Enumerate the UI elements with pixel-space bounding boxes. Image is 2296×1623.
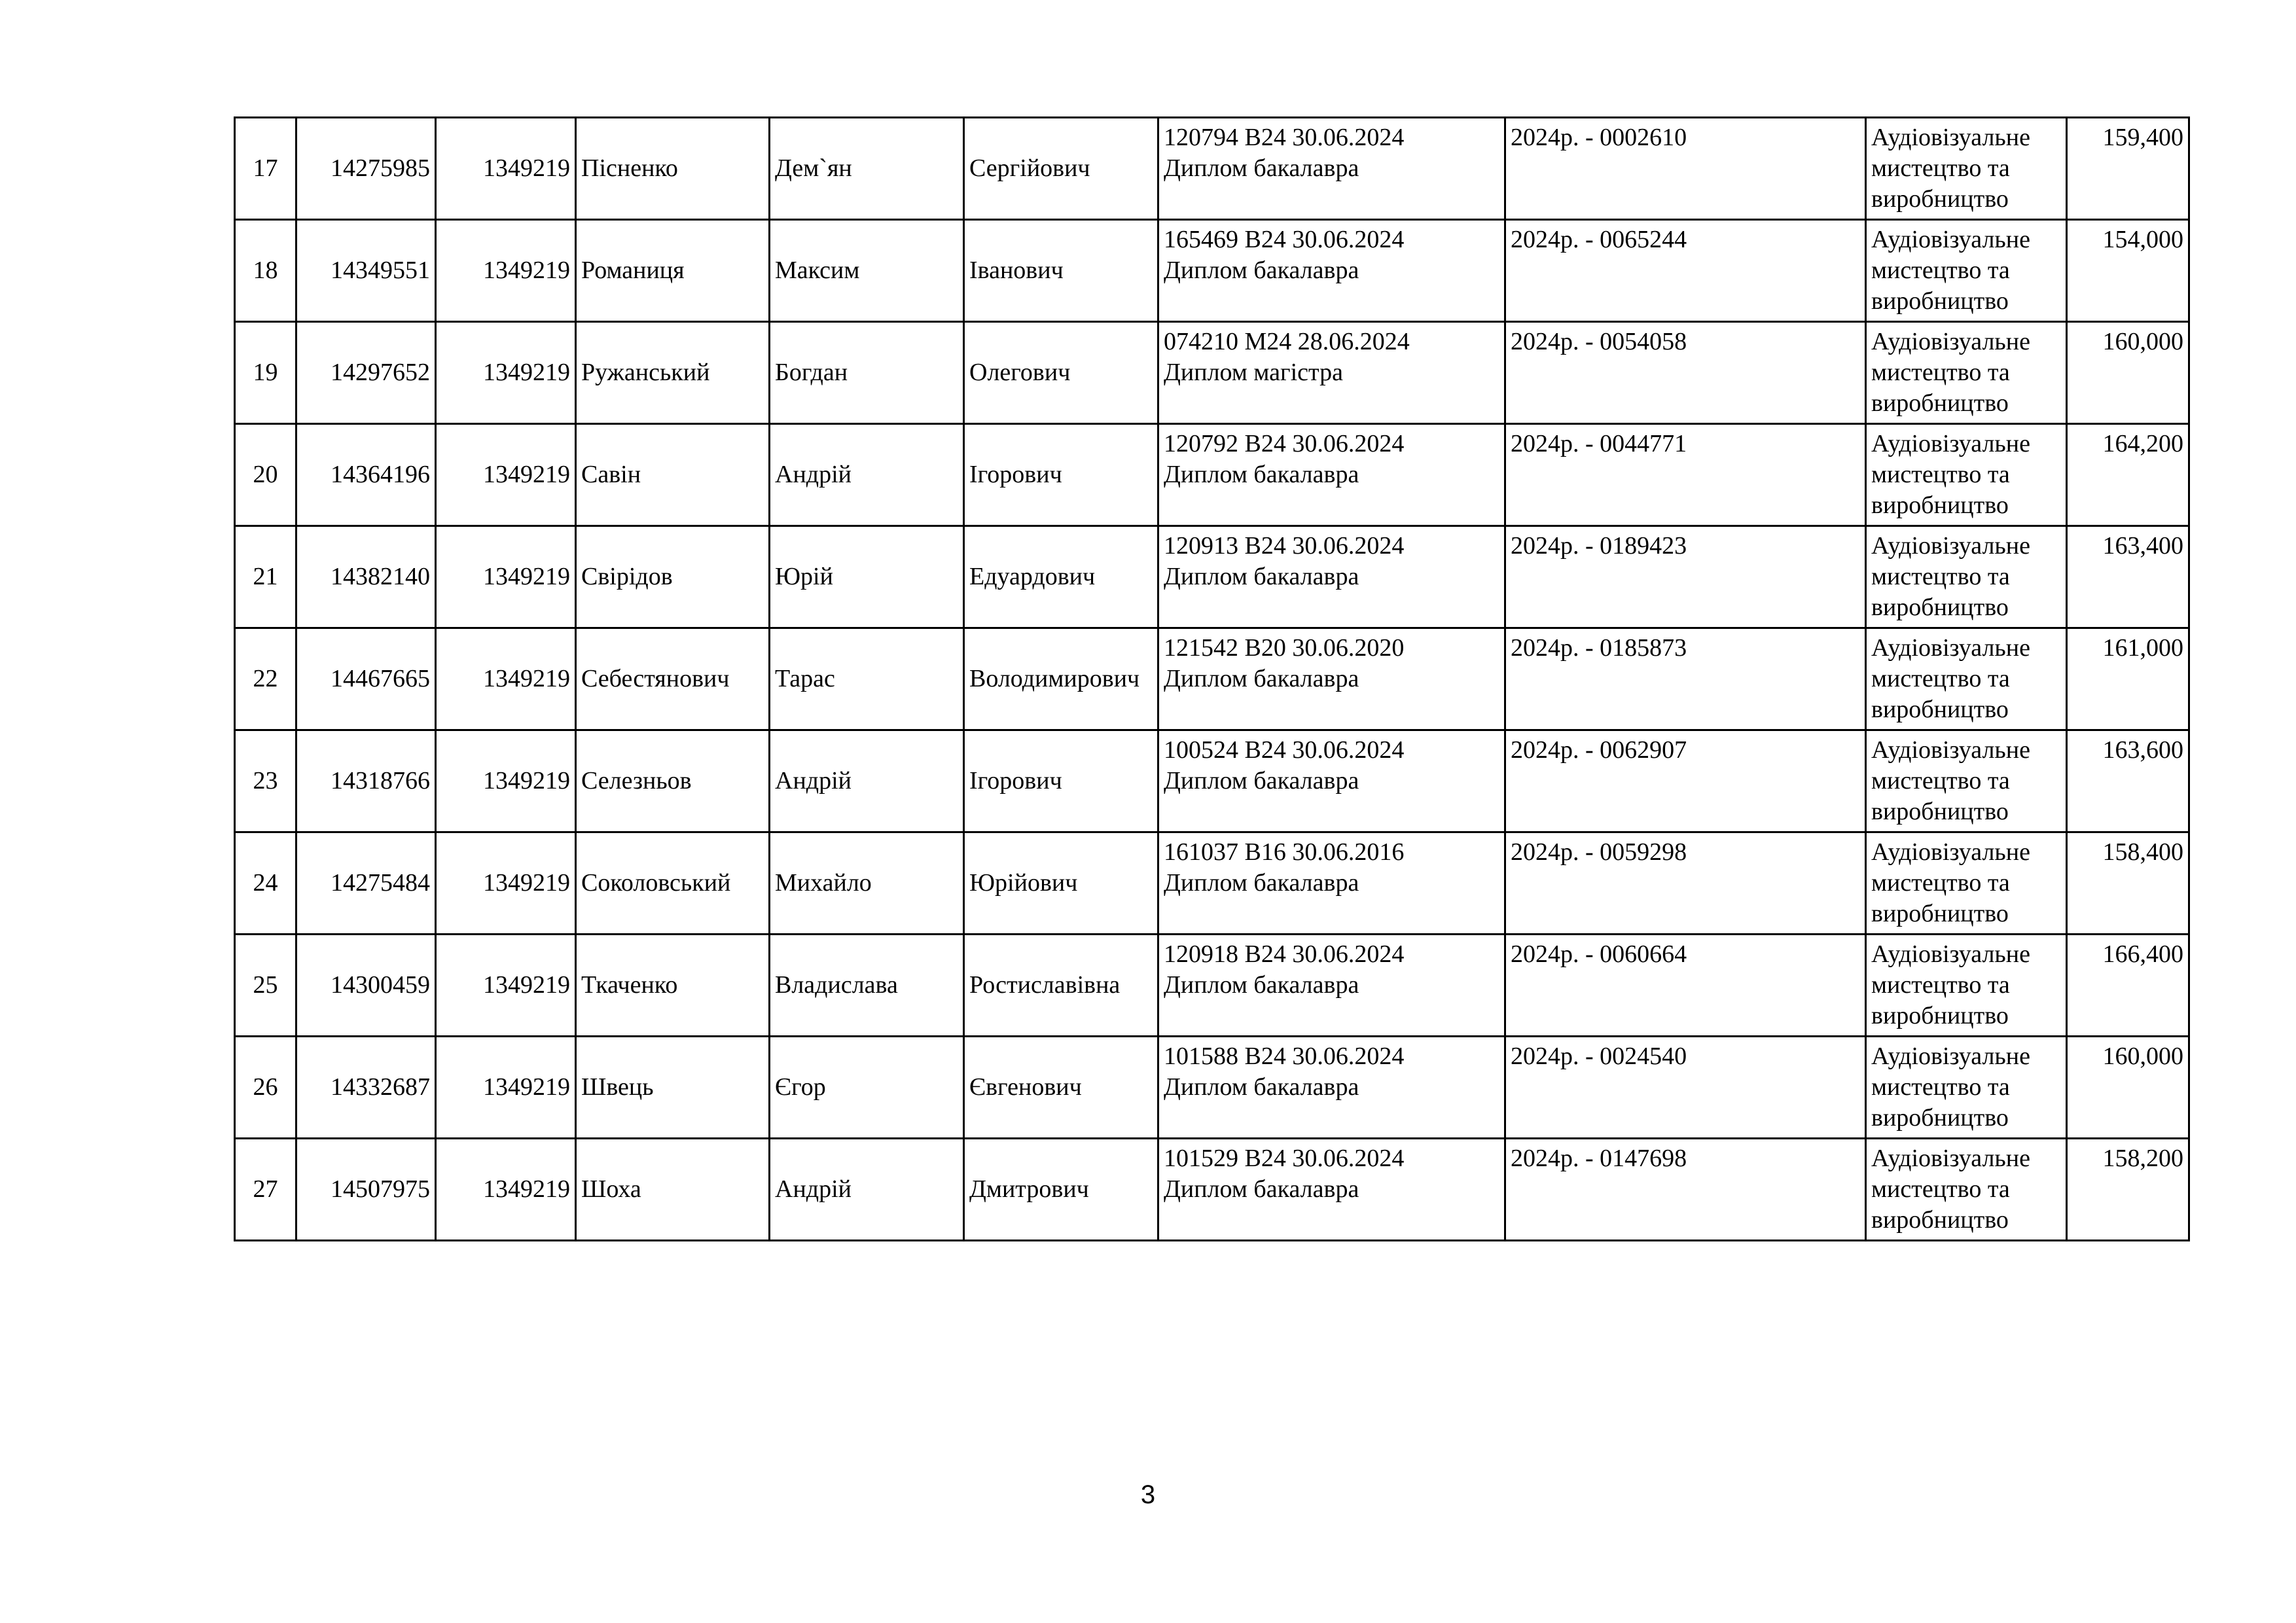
surname-cell — [576, 1037, 770, 1139]
certificate-text: 2024р. - 0002610 — [1511, 124, 1687, 151]
specialty-text: Аудіовізуальне — [1871, 124, 2030, 151]
patronymic-cell — [964, 118, 1158, 220]
applicant-id-cell — [296, 220, 436, 322]
surname-text: Ткаченко — [581, 971, 678, 999]
applicant-id-cell — [296, 1037, 436, 1139]
specialty-text: мистецтво та — [1871, 461, 2010, 488]
program-code-cell — [436, 322, 576, 424]
specialty-text: виробництво — [1871, 900, 2009, 927]
certificate-cell — [1505, 628, 1866, 730]
diploma-text: 101529 B24 30.06.2024 — [1164, 1145, 1405, 1172]
diploma-text: Диплом бакалавра — [1164, 257, 1359, 284]
row-number-text: 19 — [253, 359, 278, 386]
first-name-cell — [770, 832, 964, 935]
table-row — [235, 322, 2189, 424]
table-row — [235, 730, 2189, 832]
score-cell — [2067, 832, 2189, 935]
diploma-text: Диплом бакалавра — [1164, 154, 1359, 182]
row-number-cell — [235, 118, 296, 220]
program-code-cell — [436, 730, 576, 832]
diploma-cell — [1158, 118, 1505, 220]
applicant-id-cell — [296, 526, 436, 628]
applicant-id-text: 14364196 — [331, 461, 430, 488]
applicant-id-text: 14300459 — [331, 971, 430, 999]
applicant-id-cell — [296, 935, 436, 1037]
diploma-text: Диплом бакалавра — [1164, 869, 1359, 897]
certificate-text: 2024р. - 0189423 — [1511, 532, 1687, 560]
specialty-text: мистецтво та — [1871, 665, 2010, 692]
certificate-text: 2024р. - 0060664 — [1511, 940, 1687, 968]
table-body — [235, 118, 2189, 1241]
program-code-cell — [436, 832, 576, 935]
first-name-text: Дем`ян — [775, 154, 852, 182]
score-text: 163,600 — [2102, 736, 2183, 764]
program-code-text: 1349219 — [483, 257, 570, 284]
patronymic-cell — [964, 1139, 1158, 1241]
diploma-cell — [1158, 424, 1505, 526]
diploma-text: Диплом бакалавра — [1164, 461, 1359, 488]
certificate-text: 2024р. - 0062907 — [1511, 736, 1687, 764]
program-code-text: 1349219 — [483, 154, 570, 182]
table-row — [235, 1037, 2189, 1139]
diploma-text: 120792 B24 30.06.2024 — [1164, 430, 1405, 457]
certificate-cell — [1505, 526, 1866, 628]
specialty-text: виробництво — [1871, 798, 2009, 825]
first-name-cell — [770, 424, 964, 526]
surname-text: Ружанський — [581, 359, 710, 386]
surname-cell — [576, 832, 770, 935]
specialty-text: мистецтво та — [1871, 971, 2010, 999]
surname-cell — [576, 424, 770, 526]
row-number-text: 27 — [253, 1175, 278, 1203]
specialty-text: Аудіовізуальне — [1871, 838, 2030, 866]
score-cell — [2067, 118, 2189, 220]
patronymic-text: Ігорович — [969, 461, 1062, 488]
first-name-cell — [770, 628, 964, 730]
surname-cell — [576, 730, 770, 832]
specialty-cell — [1866, 322, 2067, 424]
specialty-cell — [1866, 628, 2067, 730]
diploma-text: 165469 B24 30.06.2024 — [1164, 226, 1405, 253]
diploma-cell — [1158, 1037, 1505, 1139]
table-row — [235, 220, 2189, 322]
first-name-text: Андрій — [775, 767, 852, 794]
score-text: 166,400 — [2102, 940, 2183, 968]
first-name-text: Андрій — [775, 461, 852, 488]
surname-cell — [576, 935, 770, 1037]
row-number-text: 25 — [253, 971, 278, 999]
program-code-text: 1349219 — [483, 563, 570, 590]
score-cell — [2067, 1037, 2189, 1139]
diploma-cell — [1158, 628, 1505, 730]
specialty-cell — [1866, 935, 2067, 1037]
first-name-text: Владислава — [775, 971, 898, 999]
score-text: 163,400 — [2102, 532, 2183, 560]
first-name-text: Юрій — [775, 563, 833, 590]
applicant-id-text: 14467665 — [331, 665, 430, 692]
row-number-cell — [235, 424, 296, 526]
patronymic-text: Юрійович — [969, 869, 1078, 897]
row-number-text: 18 — [253, 257, 278, 284]
specialty-text: мистецтво та — [1871, 1175, 2010, 1203]
certificate-cell — [1505, 832, 1866, 935]
first-name-text: Михайло — [775, 869, 872, 897]
patronymic-cell — [964, 1037, 1158, 1139]
first-name-text: Богдан — [775, 359, 848, 386]
diploma-text: Диплом магістра — [1164, 359, 1343, 386]
applicant-id-cell — [296, 628, 436, 730]
score-cell — [2067, 935, 2189, 1037]
surname-cell — [576, 526, 770, 628]
row-number-text: 21 — [253, 563, 278, 590]
specialty-text: Аудіовізуальне — [1871, 1145, 2030, 1172]
certificate-cell — [1505, 220, 1866, 322]
diploma-cell — [1158, 730, 1505, 832]
applicant-id-text: 14507975 — [331, 1175, 430, 1203]
first-name-text: Єгор — [775, 1073, 826, 1101]
patronymic-cell — [964, 424, 1158, 526]
score-cell — [2067, 1139, 2189, 1241]
program-code-cell — [436, 424, 576, 526]
applicant-id-text: 14318766 — [331, 767, 430, 794]
row-number-text: 17 — [253, 154, 278, 182]
certificate-cell — [1505, 935, 1866, 1037]
program-code-cell — [436, 220, 576, 322]
certificate-cell — [1505, 730, 1866, 832]
table-row — [235, 1139, 2189, 1241]
patronymic-text: Володимирович — [969, 665, 1140, 692]
specialty-text: виробництво — [1871, 491, 2009, 519]
applicant-id-text: 14382140 — [331, 563, 430, 590]
table-row — [235, 832, 2189, 935]
surname-cell — [576, 1139, 770, 1241]
surname-cell — [576, 118, 770, 220]
program-code-text: 1349219 — [483, 359, 570, 386]
score-cell — [2067, 526, 2189, 628]
page-number: 3 — [1140, 1480, 1156, 1509]
specialty-cell — [1866, 526, 2067, 628]
diploma-text: Диплом бакалавра — [1164, 665, 1359, 692]
certificate-cell — [1505, 322, 1866, 424]
applicant-id-text: 14332687 — [331, 1073, 430, 1101]
applicant-id-cell — [296, 832, 436, 935]
patronymic-text: Ростиславівна — [969, 971, 1121, 999]
table-row — [235, 935, 2189, 1037]
specialty-text: Аудіовізуальне — [1871, 940, 2030, 968]
patronymic-cell — [964, 322, 1158, 424]
surname-cell — [576, 628, 770, 730]
row-number-cell — [235, 1139, 296, 1241]
diploma-text: Диплом бакалавра — [1164, 971, 1359, 999]
applicant-id-text: 14275985 — [331, 154, 430, 182]
surname-text: Свірідов — [581, 563, 673, 590]
specialty-cell — [1866, 832, 2067, 935]
specialty-text: мистецтво та — [1871, 154, 2010, 182]
diploma-cell — [1158, 935, 1505, 1037]
patronymic-cell — [964, 730, 1158, 832]
row-number-cell — [235, 935, 296, 1037]
surname-text: Швець — [581, 1073, 654, 1101]
first-name-cell — [770, 118, 964, 220]
surname-cell — [576, 322, 770, 424]
program-code-cell — [436, 1139, 576, 1241]
program-code-text: 1349219 — [483, 971, 570, 999]
score-text: 158,200 — [2102, 1145, 2183, 1172]
certificate-cell — [1505, 1139, 1866, 1241]
row-number-cell — [235, 730, 296, 832]
specialty-text: виробництво — [1871, 389, 2009, 417]
program-code-text: 1349219 — [483, 1073, 570, 1101]
patronymic-text: Іванович — [969, 257, 1064, 284]
applicant-id-cell — [296, 424, 436, 526]
specialty-text: виробництво — [1871, 594, 2009, 621]
row-number-cell — [235, 220, 296, 322]
applicant-id-cell — [296, 118, 436, 220]
specialty-cell — [1866, 424, 2067, 526]
first-name-text: Тарас — [775, 665, 835, 692]
program-code-text: 1349219 — [483, 767, 570, 794]
diploma-cell — [1158, 526, 1505, 628]
specialty-text: Аудіовізуальне — [1871, 1043, 2030, 1070]
specialty-cell — [1866, 118, 2067, 220]
specialty-text: мистецтво та — [1871, 1073, 2010, 1101]
program-code-cell — [436, 118, 576, 220]
table-row — [235, 424, 2189, 526]
diploma-cell — [1158, 322, 1505, 424]
specialty-text: Аудіовізуальне — [1871, 532, 2030, 560]
specialty-text: виробництво — [1871, 1104, 2009, 1132]
patronymic-text: Дмитрович — [969, 1175, 1089, 1203]
score-text: 164,200 — [2102, 430, 2183, 457]
specialty-text: мистецтво та — [1871, 767, 2010, 794]
specialty-text: мистецтво та — [1871, 257, 2010, 284]
applicant-id-cell — [296, 322, 436, 424]
patronymic-cell — [964, 832, 1158, 935]
diploma-cell — [1158, 220, 1505, 322]
certificate-text: 2024р. - 0065244 — [1511, 226, 1687, 253]
table-row — [235, 526, 2189, 628]
certificate-text: 2024р. - 0054058 — [1511, 328, 1687, 355]
first-name-cell — [770, 526, 964, 628]
first-name-cell — [770, 730, 964, 832]
certificate-text: 2024р. - 0059298 — [1511, 838, 1687, 866]
diploma-text: 100524 B24 30.06.2024 — [1164, 736, 1405, 764]
applicant-id-cell — [296, 1139, 436, 1241]
certificate-text: 2024р. - 0147698 — [1511, 1145, 1687, 1172]
certificate-text: 2024р. - 0185873 — [1511, 634, 1687, 662]
surname-text: Себестянович — [581, 665, 730, 692]
patronymic-cell — [964, 935, 1158, 1037]
diploma-cell — [1158, 1139, 1505, 1241]
first-name-text: Максим — [775, 257, 860, 284]
certificate-cell — [1505, 1037, 1866, 1139]
specialty-text: Аудіовізуальне — [1871, 328, 2030, 355]
specialty-text: мистецтво та — [1871, 563, 2010, 590]
score-cell — [2067, 424, 2189, 526]
score-cell — [2067, 220, 2189, 322]
specialty-text: Аудіовізуальне — [1871, 634, 2030, 662]
certificate-text: 2024р. - 0044771 — [1511, 430, 1687, 457]
specialty-cell — [1866, 730, 2067, 832]
certificate-text: 2024р. - 0024540 — [1511, 1043, 1687, 1070]
program-code-cell — [436, 526, 576, 628]
specialty-text: Аудіовізуальне — [1871, 430, 2030, 457]
program-code-cell — [436, 1037, 576, 1139]
surname-text: Соколовський — [581, 869, 731, 897]
first-name-cell — [770, 1037, 964, 1139]
applicant-id-cell — [296, 730, 436, 832]
diploma-cell — [1158, 832, 1505, 935]
diploma-text: 120913 B24 30.06.2024 — [1164, 532, 1405, 560]
specialty-text: Аудіовізуальне — [1871, 226, 2030, 253]
patronymic-text: Євгенович — [969, 1073, 1082, 1101]
diploma-text: Диплом бакалавра — [1164, 563, 1359, 590]
diploma-text: 120918 B24 30.06.2024 — [1164, 940, 1405, 968]
score-cell — [2067, 322, 2189, 424]
row-number-cell — [235, 1037, 296, 1139]
row-number-text: 20 — [253, 461, 278, 488]
row-number-cell — [235, 832, 296, 935]
applicant-id-text: 14349551 — [331, 257, 430, 284]
specialty-cell — [1866, 220, 2067, 322]
program-code-cell — [436, 628, 576, 730]
row-number-text: 26 — [253, 1073, 278, 1101]
program-code-text: 1349219 — [483, 461, 570, 488]
diploma-text: 161037 B16 30.06.2016 — [1164, 838, 1405, 866]
patronymic-text: Сергійович — [969, 154, 1090, 182]
first-name-cell — [770, 935, 964, 1037]
row-number-cell — [235, 628, 296, 730]
patronymic-cell — [964, 526, 1158, 628]
program-code-text: 1349219 — [483, 665, 570, 692]
specialty-cell — [1866, 1037, 2067, 1139]
diploma-text: 074210 M24 28.06.2024 — [1164, 328, 1410, 355]
program-code-text: 1349219 — [483, 1175, 570, 1203]
row-number-text: 24 — [253, 869, 278, 897]
score-text: 160,000 — [2102, 1043, 2183, 1070]
certificate-cell — [1505, 118, 1866, 220]
score-cell — [2067, 730, 2189, 832]
surname-text: Шоха — [581, 1175, 641, 1203]
row-number-cell — [235, 322, 296, 424]
specialty-text: мистецтво та — [1871, 869, 2010, 897]
specialty-text: мистецтво та — [1871, 359, 2010, 386]
program-code-text: 1349219 — [483, 869, 570, 897]
surname-cell — [576, 220, 770, 322]
surname-text: Пісненко — [581, 154, 678, 182]
specialty-text: виробництво — [1871, 696, 2009, 723]
specialty-text: виробництво — [1871, 1206, 2009, 1234]
score-text: 159,400 — [2102, 124, 2183, 151]
surname-text: Селезньов — [581, 767, 692, 794]
score-text: 160,000 — [2102, 328, 2183, 355]
diploma-text: Диплом бакалавра — [1164, 767, 1359, 794]
diploma-text: 101588 B24 30.06.2024 — [1164, 1043, 1405, 1070]
specialty-text: виробництво — [1871, 185, 2009, 213]
patronymic-cell — [964, 220, 1158, 322]
program-code-cell — [436, 935, 576, 1037]
row-number-text: 22 — [253, 665, 278, 692]
specialty-text: Аудіовізуальне — [1871, 736, 2030, 764]
diploma-text: Диплом бакалавра — [1164, 1073, 1359, 1101]
patronymic-text: Ігорович — [969, 767, 1062, 794]
surname-text: Савін — [581, 461, 641, 488]
applicants-table — [234, 116, 2190, 1241]
patronymic-cell — [964, 628, 1158, 730]
first-name-cell — [770, 1139, 964, 1241]
surname-text: Романиця — [581, 257, 685, 284]
score-cell — [2067, 628, 2189, 730]
score-text: 158,400 — [2102, 838, 2183, 866]
first-name-cell — [770, 322, 964, 424]
specialty-text: виробництво — [1871, 1002, 2009, 1029]
score-text: 154,000 — [2102, 226, 2183, 253]
applicant-id-text: 14275484 — [331, 869, 430, 897]
first-name-cell — [770, 220, 964, 322]
diploma-text: 121542 B20 30.06.2020 — [1164, 634, 1405, 662]
certificate-cell — [1505, 424, 1866, 526]
applicant-id-text: 14297652 — [331, 359, 430, 386]
table-row — [235, 118, 2189, 220]
table-row — [235, 628, 2189, 730]
row-number-cell — [235, 526, 296, 628]
row-number-text: 23 — [253, 767, 278, 794]
specialty-cell — [1866, 1139, 2067, 1241]
patronymic-text: Едуардович — [969, 563, 1096, 590]
specialty-text: виробництво — [1871, 287, 2009, 315]
patronymic-text: Олегович — [969, 359, 1071, 386]
score-text: 161,000 — [2102, 634, 2183, 662]
diploma-text: 120794 B24 30.06.2024 — [1164, 124, 1405, 151]
diploma-text: Диплом бакалавра — [1164, 1175, 1359, 1203]
first-name-text: Андрій — [775, 1175, 852, 1203]
